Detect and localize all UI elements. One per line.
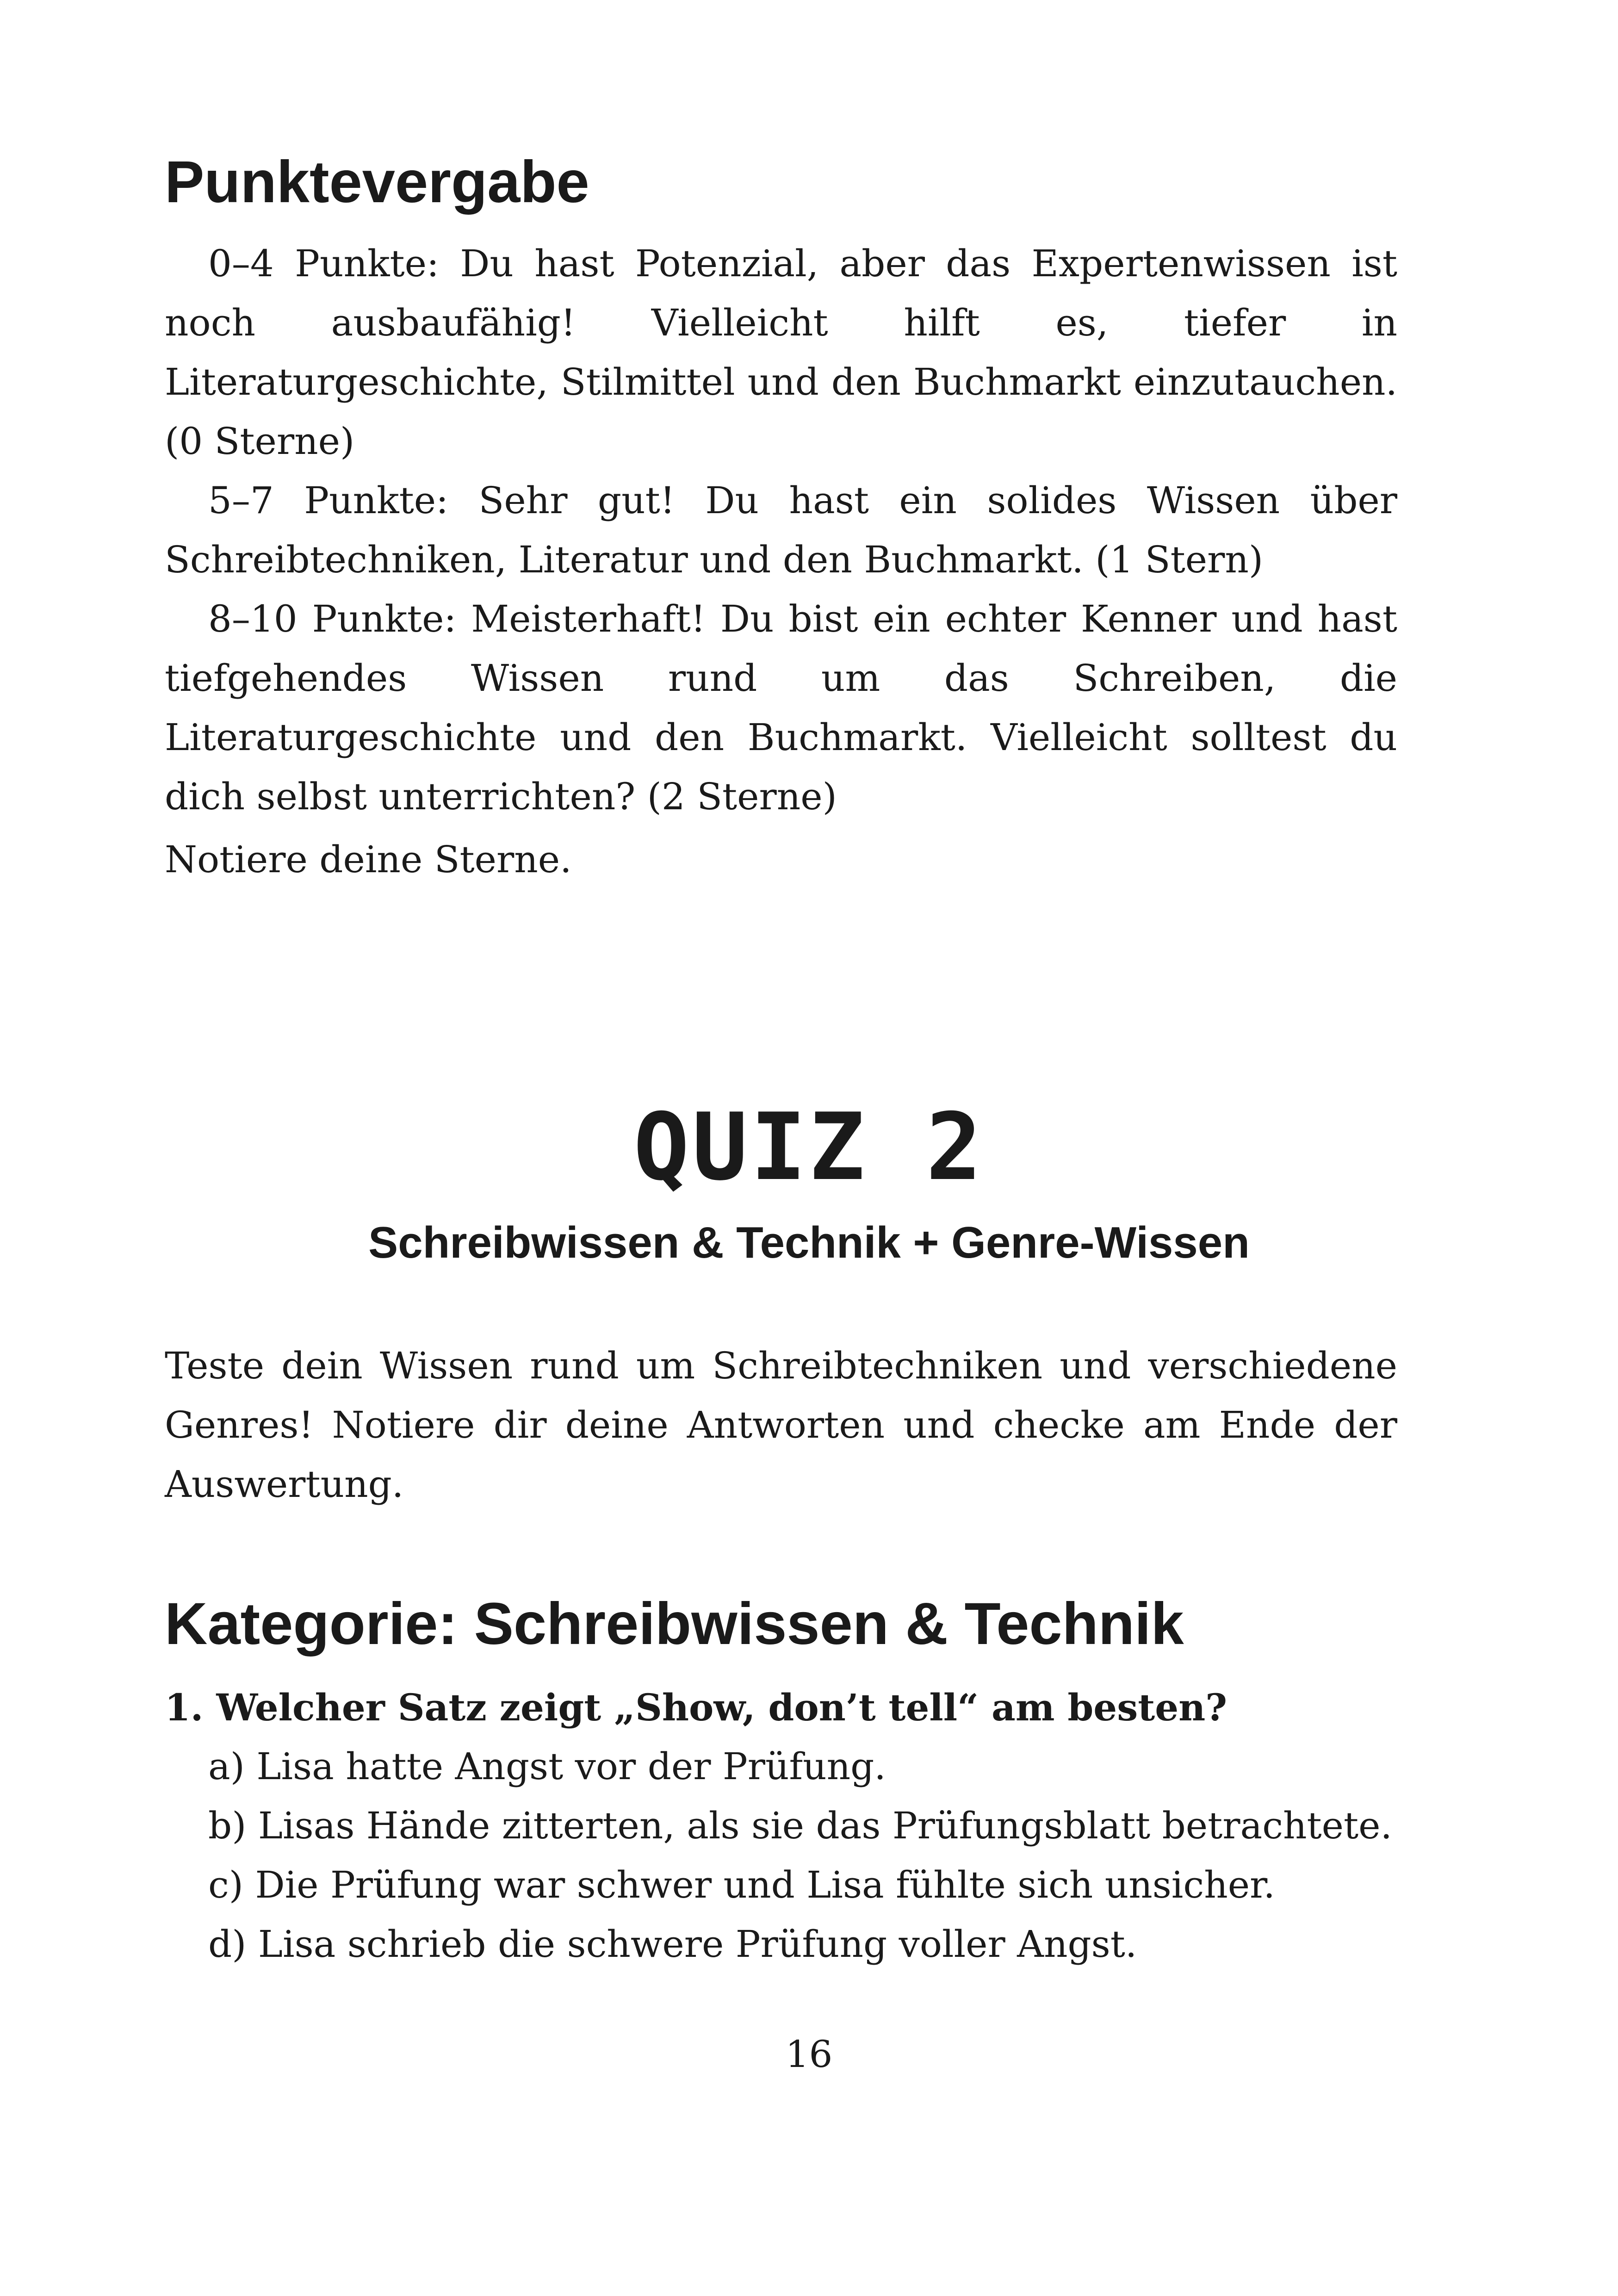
quiz-subtitle: Schreibwissen & Technik + Genre-Wissen	[368, 1218, 1250, 1267]
quiz-title: QUIZ 2	[633, 1093, 985, 1201]
scoring-note-block	[165, 830, 1397, 889]
question-1	[165, 1678, 1397, 1974]
scoring-note: Notiere deine Sterne.	[165, 838, 572, 881]
question-1-options	[165, 1737, 1397, 1974]
option-c: c) Die Prüfung war schwer und Lisa fühlte sich unsicher.	[208, 1863, 1275, 1906]
scoring-section	[165, 234, 1397, 826]
option-a: a) Lisa hatte Angst vor der Prüfung.	[208, 1745, 886, 1788]
scoring-heading: Punktevergabe	[165, 149, 589, 215]
option-d: d) Lisa schrieb die schwere Prüfung voller Angst.	[208, 1923, 1137, 1966]
scoring-paragraph-8-10: 8–10 Punkte: Meisterhaft! Du bist ein echter Kenner und hast tiefgehendes Wissen rund um das Schreiben, die Literaturgeschichte und den Buchmarkt. Vielleicht solltest du dich selbst unterrichten? (2 Sterne)	[165, 597, 1397, 818]
quiz-intro: Teste dein Wissen rund um Schreibtechniken und verschiedene Genres! Notiere dir deine Antworten und checke am Ende der Auswertung.	[165, 1344, 1397, 1506]
category-heading: Kategorie: Schreibwissen & Technik	[165, 1591, 1184, 1657]
question-1-text: 1. Welcher Satz zeigt „Show, don’t tell“ am besten?	[165, 1686, 1227, 1729]
scoring-paragraph-0-4: 0–4 Punkte: Du hast Potenzial, aber das Expertenwissen ist noch ausbaufähig! Vielleicht hilft es, tiefer in Literaturgeschichte, Stilmittel und den Buchmarkt einzutauchen. (0 Sterne)	[165, 242, 1397, 463]
quiz-intro-block	[165, 1336, 1397, 1514]
scoring-paragraph-5-7: 5–7 Punkte: Sehr gut! Du hast ein solides Wissen über Schreibtechniken, Literatur und den Buchmarkt. (1 Stern)	[165, 479, 1397, 581]
page-number: 16	[785, 2033, 833, 2076]
option-b: b) Lisas Hände zitterten, als sie das Prüfungsblatt betrachtete.	[208, 1804, 1392, 1847]
